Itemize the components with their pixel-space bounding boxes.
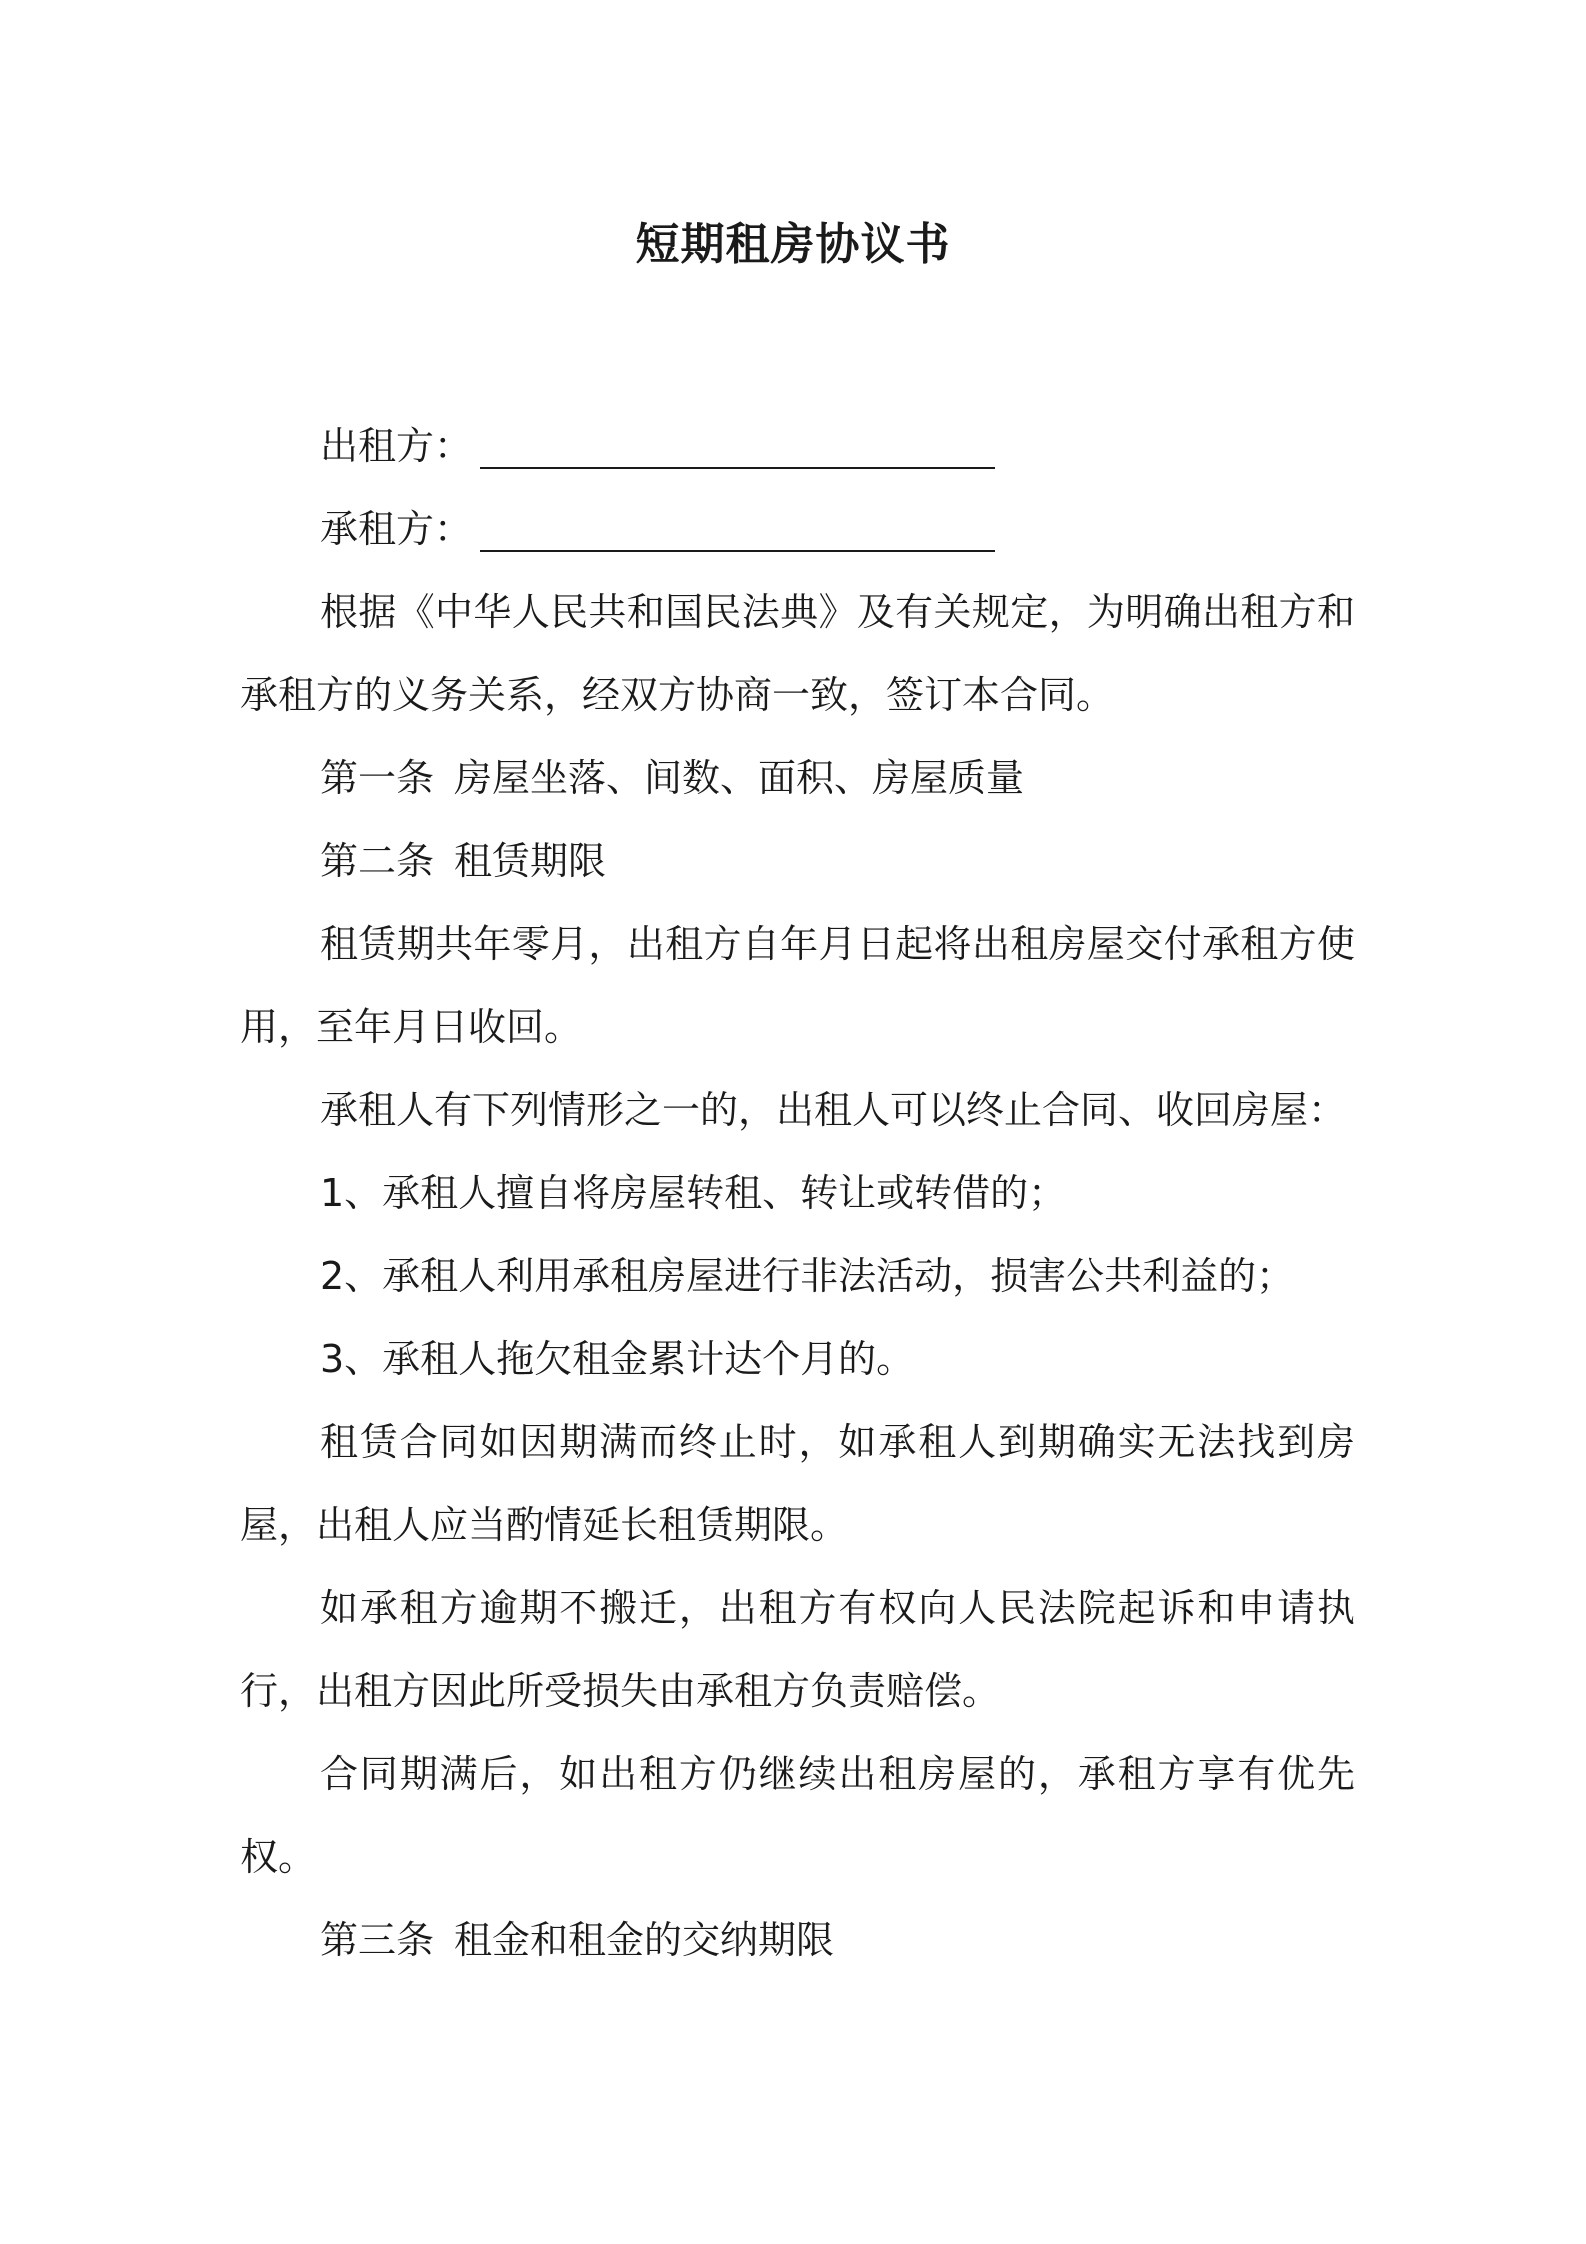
termination-item-3: 3、承租人拖欠租金累计达个月的。 [320, 1337, 915, 1381]
termination-intro: 承租人有下列情形之一的，出租人可以终止合同、收回房屋： [320, 1088, 1347, 1132]
article-1-number: 第一条 [320, 756, 435, 800]
lessor-label: 出租方： [320, 424, 473, 468]
lessor-blank [480, 423, 995, 469]
article-2-number: 第二条 [320, 839, 435, 883]
article-2-heading [240, 820, 1355, 903]
article-3-title: 租金和租金的交纳期限 [454, 1918, 835, 1962]
termination-item-1: 1、承租人擅自将房屋转租、转让或转借的； [320, 1171, 1067, 1215]
expiry-paragraph: 租赁合同如因期满而终止时，如承租人到期确实无法找到房屋，出租人应当酌情延长租赁期限。 [240, 1420, 1355, 1547]
lessee-line [240, 488, 1355, 571]
article-3-number: 第三条 [320, 1918, 435, 1962]
intro-paragraph: 根据《中华人民共和国民法典》及有关规定，为明确出租方和承租方的义务关系，经双方协商一致，签订本合同。 [240, 590, 1355, 717]
priority-paragraph: 合同期满后，如出租方仍继续出租房屋的，承租方享有优先权。 [240, 1752, 1355, 1879]
lessor-line [240, 405, 1355, 488]
lessee-label: 承租方： [320, 507, 473, 551]
overstay-paragraph: 如承租方逾期不搬迁，出租方有权向人民法院起诉和申请执行，出租方因此所受损失由承租方负责赔偿。 [240, 1586, 1355, 1713]
lease-term-paragraph: 租赁期共年零月，出租方自年月日起将出租房屋交付承租方使用，至年月日收回。 [240, 922, 1355, 1049]
termination-item-2: 2、承租人利用承租房屋进行非法活动，损害公共利益的； [320, 1254, 1295, 1298]
document-body [240, 405, 1355, 1982]
article-1-heading [240, 737, 1355, 820]
article-1-title: 房屋坐落、间数、面积、房屋质量 [454, 756, 1025, 800]
document-title: 短期租房协议书 [635, 219, 951, 270]
article-2-title: 租赁期限 [454, 839, 607, 883]
lessee-blank [480, 506, 995, 552]
article-3-heading [240, 1899, 1355, 1982]
